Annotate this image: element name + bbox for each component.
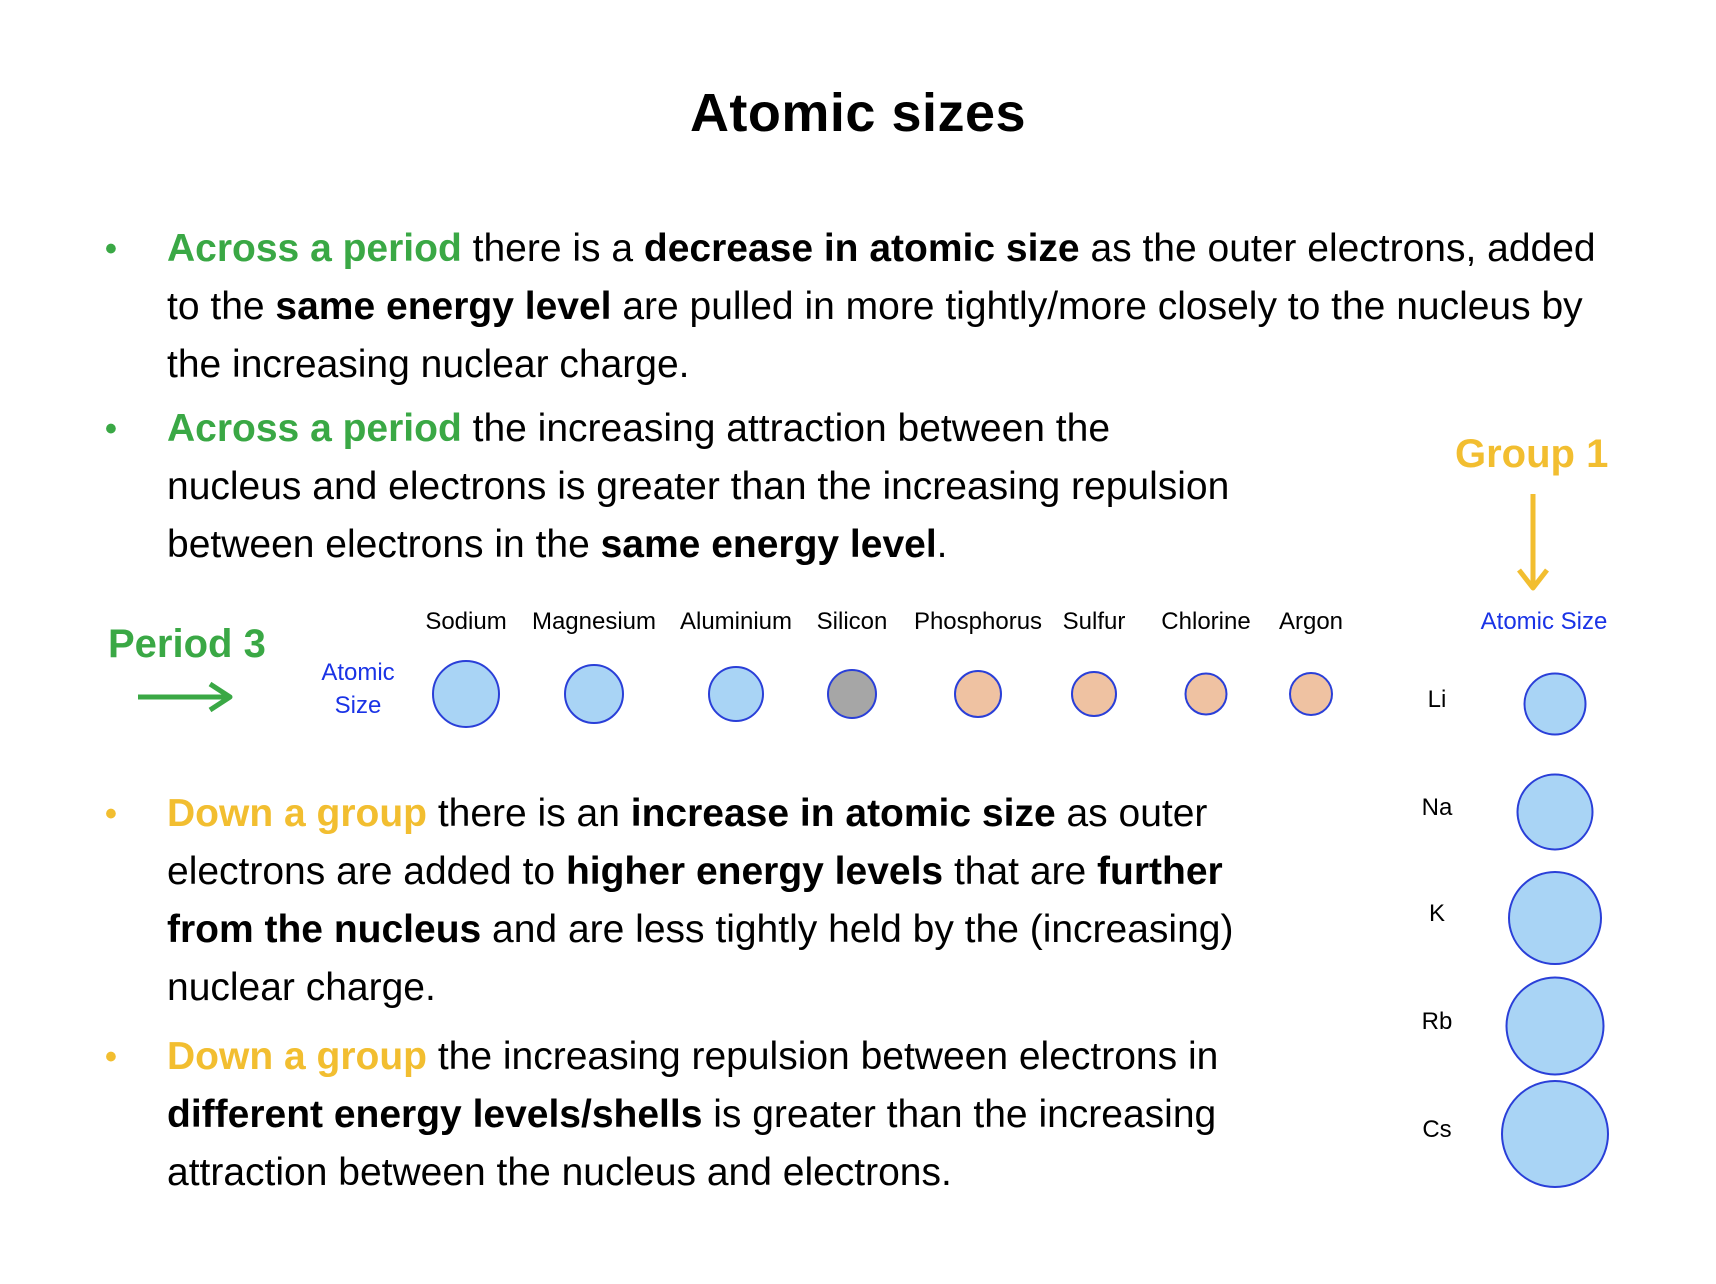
atom-circle-li bbox=[1524, 673, 1587, 736]
bullet-across-period-1 bbox=[105, 220, 1627, 394]
element-name-chlorine: Chlorine bbox=[1161, 608, 1251, 635]
element-symbol-li: Li bbox=[1427, 686, 1447, 713]
bullet-dot: • bbox=[105, 1038, 117, 1076]
period-atomic-size-label bbox=[321, 656, 394, 722]
down-arrow-icon bbox=[1515, 492, 1551, 594]
bullet-down-group-2 bbox=[105, 1028, 1317, 1202]
bullet-text: there is a bbox=[461, 227, 644, 270]
bullet-lead: Across a period bbox=[167, 407, 462, 450]
atom-circle-sulfur bbox=[1071, 671, 1117, 717]
bullet-bold: decrease in atomic size bbox=[643, 227, 1080, 270]
bullet-bold: different energy levels/shells bbox=[167, 1093, 703, 1136]
bullet-lead: Down a group bbox=[167, 792, 427, 835]
bullet-bold: same energy level bbox=[275, 285, 612, 328]
element-symbol-cs: Cs bbox=[1422, 1116, 1452, 1143]
element-symbol-na: Na bbox=[1421, 794, 1453, 821]
element-symbol-rb: Rb bbox=[1421, 1008, 1453, 1035]
bullet-dot: • bbox=[105, 230, 117, 268]
atom-circle-magnesium bbox=[564, 664, 624, 724]
bullet-text: is greater than the increasing attraction between the nucleus and electrons. bbox=[167, 1093, 1217, 1194]
atom-circle-rb bbox=[1506, 977, 1605, 1076]
element-symbol-k: K bbox=[1428, 900, 1446, 927]
bullet-lead: Across a period bbox=[167, 227, 462, 270]
bullet-bold: further from the nucleus bbox=[167, 850, 1223, 951]
bullet-text: . bbox=[936, 523, 948, 566]
size-label-line: Size bbox=[334, 692, 382, 719]
bullet-text: and are less tightly held by the (increasing) nuclear charge. bbox=[167, 908, 1234, 1009]
right-arrow-icon bbox=[136, 680, 236, 714]
bullet-dot: • bbox=[105, 795, 117, 833]
element-name-silicon: Silicon bbox=[816, 608, 888, 635]
element-name-aluminium: Aluminium bbox=[679, 608, 793, 635]
bullet-bold: higher energy levels bbox=[565, 850, 944, 893]
bullet-text: that are bbox=[943, 850, 1098, 893]
atom-circle-sodium bbox=[432, 660, 500, 728]
bullet-text: the increasing attraction between the nucleus and electrons is greater than the increasing repulsion between electrons in the bbox=[167, 407, 1230, 566]
bullet-down-group-1 bbox=[105, 785, 1307, 1017]
element-name-magnesium: Magnesium bbox=[531, 608, 657, 635]
bullet-bold: same energy level bbox=[600, 523, 937, 566]
group-1-label: Group 1 bbox=[1455, 432, 1609, 476]
page-title: Atomic sizes bbox=[689, 83, 1027, 143]
bullet-text: as the outer electrons, added to the bbox=[167, 227, 1596, 328]
atomic-label-line: Atomic bbox=[321, 659, 395, 686]
atom-circle-na bbox=[1517, 774, 1594, 851]
bullet-dot: • bbox=[105, 410, 117, 448]
atom-circle-cs bbox=[1501, 1080, 1609, 1188]
bullet-text: as outer electrons are added to bbox=[167, 792, 1208, 893]
bullet-text: the increasing repulsion between electrons in bbox=[426, 1035, 1219, 1078]
atom-circle-k bbox=[1508, 871, 1602, 965]
atom-circle-phosphorus bbox=[954, 670, 1002, 718]
group-atomic-size-label: Atomic Size bbox=[1480, 608, 1608, 635]
element-name-phosphorus: Phosphorus bbox=[913, 608, 1043, 635]
element-name-sodium: Sodium bbox=[425, 608, 507, 635]
bullet-bold: increase in atomic size bbox=[630, 792, 1056, 835]
bullet-text: there is an bbox=[426, 792, 631, 835]
bullet-across-period-2 bbox=[105, 400, 1247, 574]
element-name-sulfur: Sulfur bbox=[1062, 608, 1126, 635]
element-name-argon: Argon bbox=[1278, 608, 1344, 635]
atom-circle-chlorine bbox=[1185, 673, 1228, 716]
atom-circle-argon bbox=[1289, 672, 1333, 716]
bullet-lead: Down a group bbox=[167, 1035, 427, 1078]
atom-circle-silicon bbox=[827, 669, 877, 719]
atom-circle-aluminium bbox=[708, 666, 764, 722]
bullet-text: are pulled in more tightly/more closely to the nucleus by the increasing nuclear charge. bbox=[167, 285, 1583, 386]
period-3-label: Period 3 bbox=[108, 622, 266, 666]
